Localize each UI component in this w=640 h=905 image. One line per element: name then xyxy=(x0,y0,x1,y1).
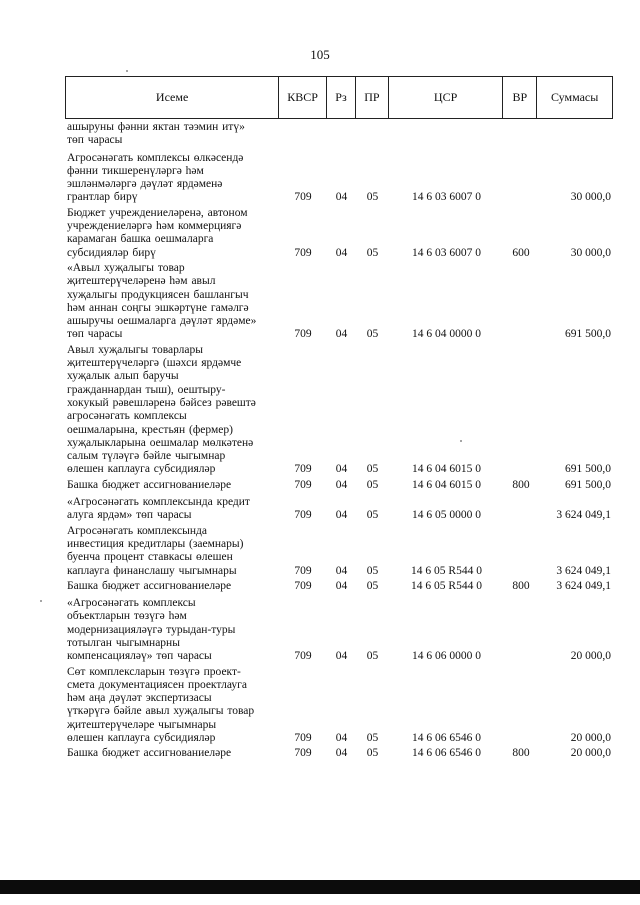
row-rz: 04 xyxy=(335,246,348,259)
row-name-line: һәм аңа дәүләт экспертизасы xyxy=(67,692,212,705)
row-kvsr: 709 xyxy=(294,579,312,592)
row-kvsr: 709 xyxy=(294,478,312,491)
scan-speck xyxy=(40,600,42,602)
row-name-line: Авыл хуҗалыгы товарлары xyxy=(67,343,203,356)
row-rz: 04 xyxy=(335,463,348,476)
row-name xyxy=(67,262,279,342)
row-kvsr: 709 xyxy=(294,732,312,745)
row-sum: 3 624 049,1 xyxy=(556,509,611,522)
row-sum: 20 000,0 xyxy=(570,650,611,663)
table-row xyxy=(67,262,613,342)
row-pr: 05 xyxy=(366,564,379,577)
table-row xyxy=(67,496,613,523)
page-number: 105 xyxy=(310,47,330,62)
row-name-line: гражданнардан тыш), оештыру- xyxy=(67,383,226,396)
row-name-line: инвестиция кредитлары (заемнары) xyxy=(67,537,244,550)
row-pr: 05 xyxy=(366,747,379,760)
row-name-line: «Агросәнәгать комплексында кредит xyxy=(67,496,250,509)
row-name-line: төп чарасы xyxy=(67,134,123,147)
row-kvsr: 709 xyxy=(294,191,312,204)
row-name xyxy=(67,597,279,663)
row-name-line: модернизацияләүгә турыдан-туры xyxy=(67,623,236,636)
row-name-line: хуҗалыгы продукциясен башлангыч xyxy=(67,288,249,301)
row-name xyxy=(67,152,279,205)
row-pr: 05 xyxy=(366,509,379,522)
row-name-line: карамаган башка оешмаларга xyxy=(67,233,214,246)
row-vr: 800 xyxy=(512,579,530,592)
row-name xyxy=(67,747,279,760)
row-name-line: тотылган чыгымнарны xyxy=(67,636,180,649)
row-name-line: Агросәнәгать комплексы өлкәсендә xyxy=(67,151,244,164)
row-pr: 05 xyxy=(366,246,379,259)
row-kvsr: 709 xyxy=(294,747,312,760)
row-csr: 14 6 06 0000 0 xyxy=(412,650,481,663)
row-sum: 20 000,0 xyxy=(570,732,611,745)
header-sum: Суммасы xyxy=(550,90,599,104)
row-name-line: «Агросәнәгать комплексы xyxy=(67,597,196,610)
table-row xyxy=(67,152,613,205)
row-sum: 30 000,0 xyxy=(570,191,611,204)
row-name-line: субсидияләр бирү xyxy=(67,246,156,259)
table-row xyxy=(67,580,613,593)
row-name-line: Сөт комплексларын төзүгә проект- xyxy=(67,665,241,678)
row-pr: 05 xyxy=(366,732,379,745)
row-rz: 04 xyxy=(335,478,348,491)
table-row xyxy=(67,666,613,746)
row-rz: 04 xyxy=(335,564,348,577)
row-kvsr: 709 xyxy=(294,463,312,476)
row-kvsr: 709 xyxy=(294,328,312,341)
row-csr: 14 6 06 6546 0 xyxy=(412,732,481,745)
row-name-line: учреждениеләргә һәм коммерциягә xyxy=(67,220,242,233)
row-name-line: Башка бюджет ассигнованиеләре xyxy=(67,579,232,592)
row-rz: 04 xyxy=(335,328,348,341)
row-name-line: өлешен каплауга субсидияләр xyxy=(67,732,216,745)
row-name-line: Агросәнәгать комплексында xyxy=(67,524,207,537)
row-csr: 14 6 06 6546 0 xyxy=(412,747,481,760)
row-name-line: үткәрүгә бәйле авыл хуҗалыгы товар xyxy=(67,705,255,718)
header-vr: ВР xyxy=(503,77,537,118)
scan-edge-bar xyxy=(0,880,640,894)
row-name-line: төп чарасы xyxy=(67,328,123,341)
row-sum: 30 000,0 xyxy=(570,246,611,259)
row-name-line: оешмаларына, крестьян (фермер) xyxy=(67,423,233,436)
row-vr: 800 xyxy=(512,747,530,760)
row-sum: 691 500,0 xyxy=(565,328,611,341)
row-name-line: ашыруны фәнни яктан тәэмин итү» xyxy=(67,121,245,133)
row-name-line: хокукый рәвешләренә бәйсез рәвештә xyxy=(67,396,256,409)
row-pr: 05 xyxy=(366,579,379,592)
row-name xyxy=(67,479,279,492)
row-name-line: һәм аннан соңгы эшкәртүне гамәлгә xyxy=(67,301,249,314)
table-body xyxy=(67,121,613,761)
header-name: Исеме xyxy=(66,77,279,118)
header-kvsr: КВСР xyxy=(279,77,327,118)
row-name xyxy=(67,580,279,593)
row-pr: 05 xyxy=(366,650,379,663)
row-name-line: буенча процент ставкасы өлешен xyxy=(67,551,233,564)
row-name-line: җитештерүчеләре чыгымнары xyxy=(67,718,217,731)
row-rz: 04 xyxy=(335,747,348,760)
row-name-line: Бюджет учреждениеләренә, автоном xyxy=(67,206,248,219)
table-row xyxy=(67,479,613,492)
row-rz: 04 xyxy=(335,579,348,592)
row-name-line: өлешен каплауга субсидияләр xyxy=(67,463,216,476)
row-csr: 14 6 04 0000 0 xyxy=(412,328,481,341)
row-name-line: объектларын төзүгә һәм xyxy=(67,610,187,623)
row-csr: 14 6 05 0000 0 xyxy=(412,509,481,522)
row-csr: 14 6 04 6015 0 xyxy=(412,478,481,491)
row-rz: 04 xyxy=(335,732,348,745)
header-csr: ЦСР xyxy=(389,77,504,118)
row-name xyxy=(67,207,279,260)
row-name-line: каплауга финанслашу чыгымнары xyxy=(67,564,237,577)
row-vr: 800 xyxy=(512,478,530,491)
row-csr: 14 6 03 6007 0 xyxy=(412,191,481,204)
row-sum: 3 624 049,1 xyxy=(556,579,611,592)
row-rz: 04 xyxy=(335,509,348,522)
header-rz: Рз xyxy=(327,77,356,118)
row-name-line: хуҗалыкларына оешмалар мөлкәтенә xyxy=(67,436,254,449)
row-name-line: ашыручы оешмаларга дәүләт ярдәме» xyxy=(67,315,257,328)
row-name xyxy=(67,344,279,477)
table-row xyxy=(67,597,613,663)
row-name-line: Башка бюджет ассигнованиеләре xyxy=(67,478,232,491)
scan-speck xyxy=(460,440,462,442)
row-sum: 691 500,0 xyxy=(565,463,611,476)
row-name xyxy=(67,121,279,148)
row-name xyxy=(67,666,279,746)
row-sum: 20 000,0 xyxy=(570,747,611,760)
table-row xyxy=(67,207,613,260)
row-sum: 691 500,0 xyxy=(565,478,611,491)
row-kvsr: 709 xyxy=(294,650,312,663)
row-csr: 14 6 04 6015 0 xyxy=(412,463,481,476)
row-csr: 14 6 05 R544 0 xyxy=(411,564,482,577)
row-name-line: фәнни тикшеренүләргә һәм xyxy=(67,164,204,177)
table-row xyxy=(67,747,613,760)
row-rz: 04 xyxy=(335,650,348,663)
row-csr: 14 6 03 6007 0 xyxy=(412,246,481,259)
row-name-line: Башка бюджет ассигнованиеләре xyxy=(67,747,232,760)
row-name-line: алуга ярдәм» төп чарасы xyxy=(67,509,192,522)
table-row xyxy=(67,525,613,578)
row-name-line: салым түләүгә бәйле чыгымнар xyxy=(67,450,226,463)
header-pr: ПР xyxy=(356,77,389,118)
row-sum: 3 624 049,1 xyxy=(556,564,611,577)
row-name-line: смета документациясен проектлауга xyxy=(67,678,247,691)
row-name-line: «Авыл хуҗалыгы товар xyxy=(67,261,185,274)
row-name-line: грантлар бирү xyxy=(67,191,138,204)
row-kvsr: 709 xyxy=(294,564,312,577)
row-vr: 600 xyxy=(512,246,530,259)
scan-speck xyxy=(126,70,128,72)
row-name xyxy=(67,525,279,578)
row-kvsr: 709 xyxy=(294,246,312,259)
table-header xyxy=(65,76,613,119)
row-name-line: эшләнмәләргә дәүләт ярдәменә xyxy=(67,178,223,191)
table-row xyxy=(67,121,613,148)
row-pr: 05 xyxy=(366,478,379,491)
row-name-line: компенсацияләү» төп чарасы xyxy=(67,650,212,663)
row-pr: 05 xyxy=(366,463,379,476)
row-pr: 05 xyxy=(366,191,379,204)
row-name-line: хуҗалык алып баручы xyxy=(67,370,179,383)
row-name xyxy=(67,496,279,523)
row-kvsr: 709 xyxy=(294,509,312,522)
row-csr: 14 6 05 R544 0 xyxy=(411,579,482,592)
row-pr: 05 xyxy=(366,328,379,341)
row-rz: 04 xyxy=(335,191,348,204)
row-name-line: җитештерүчеләренә һәм авыл xyxy=(67,275,216,288)
table-row xyxy=(67,344,613,477)
row-name-line: җитештерүчеләргә (шәхси ярдәмче xyxy=(67,357,242,370)
row-name-line: агросәнәгать комплексы xyxy=(67,410,187,423)
